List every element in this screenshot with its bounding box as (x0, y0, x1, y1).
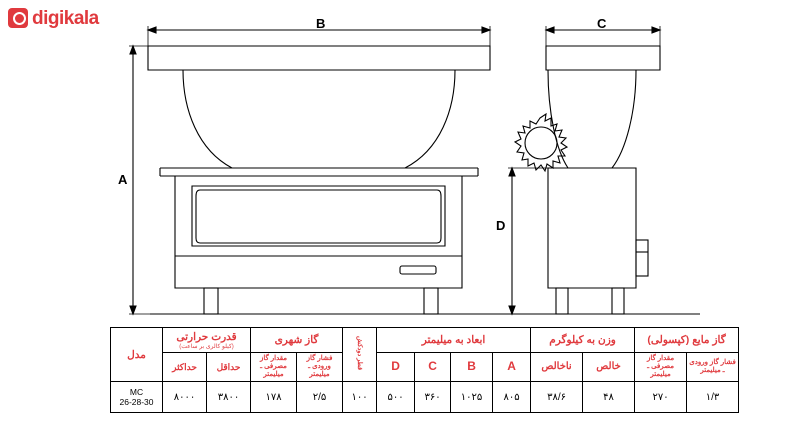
sub-liquid-pressure: فشار گاز ورودی ـ میلیمتر (687, 353, 739, 382)
table-group-header-row (111, 328, 739, 353)
group-dimensions: ابعاد به میلیمتر (377, 328, 531, 353)
dimension-label-a: A (118, 172, 128, 187)
sub-power-max: حداکثر (163, 353, 207, 382)
value-city-consumption: ۱۷۸ (251, 382, 297, 413)
sub-dim-c: C (415, 353, 451, 382)
value-dim-d: ۵۰۰ (377, 382, 415, 413)
value-model (111, 382, 163, 413)
sub-weight-gross: ناخالص (531, 353, 583, 382)
sub-city-consumption: مقدار گاز مصرفی ـ میلیمتر (251, 353, 297, 382)
group-weight: وزن به کیلوگرم (531, 328, 635, 353)
sub-dim-d: D (377, 353, 415, 382)
digikala-logo-text: digikala (32, 7, 99, 29)
value-liquid-consumption: ۲۷۰ (635, 382, 687, 413)
value-power-max: ۸۰۰۰ (163, 382, 207, 413)
dimension-label-d: D (496, 218, 506, 233)
sub-dim-a: A (493, 353, 531, 382)
table-subheader-row (111, 353, 739, 382)
sub-power-min: حداقل (207, 353, 251, 382)
specification-table (110, 327, 739, 413)
value-city-pressure: ۲/۵ (297, 382, 343, 413)
value-dim-c: ۳۶۰ (415, 382, 451, 413)
value-dim-a: ۸۰۵ (493, 382, 531, 413)
value-power-min: ۳۸۰۰ (207, 382, 251, 413)
group-city-gas: گاز شهری (251, 328, 343, 353)
table-row (111, 382, 739, 413)
dimension-label-b: B (316, 16, 326, 31)
group-flue: قطر دودکش (343, 328, 377, 382)
value-weight-gross: ۳۸/۶ (531, 382, 583, 413)
group-model: مدل (111, 328, 163, 382)
value-dim-b: ۱۰۲۵ (451, 382, 493, 413)
sub-dim-b: B (451, 353, 493, 382)
value-weight-net: ۴۸ (583, 382, 635, 413)
sub-city-pressure: فشار گاز ورودی ـ میلیمتر (297, 353, 343, 382)
sub-weight-net: خالص (583, 353, 635, 382)
sub-liquid-consumption: مقدار گاز مصرفی ـ میلیمتر (635, 353, 687, 382)
group-liquid-gas: گاز مایع (کپسولی) (635, 328, 739, 353)
dimension-label-c: C (597, 16, 607, 31)
value-flue: ۱۰۰ (343, 382, 377, 413)
model-line-2: 26-28-30 (119, 397, 154, 407)
group-thermal-power: قدرت حرارتی (کیلو کالری بر ساعت) (163, 328, 251, 353)
model-line-1: MC (129, 386, 144, 397)
value-liquid-pressure: ۱/۳ (687, 382, 739, 413)
